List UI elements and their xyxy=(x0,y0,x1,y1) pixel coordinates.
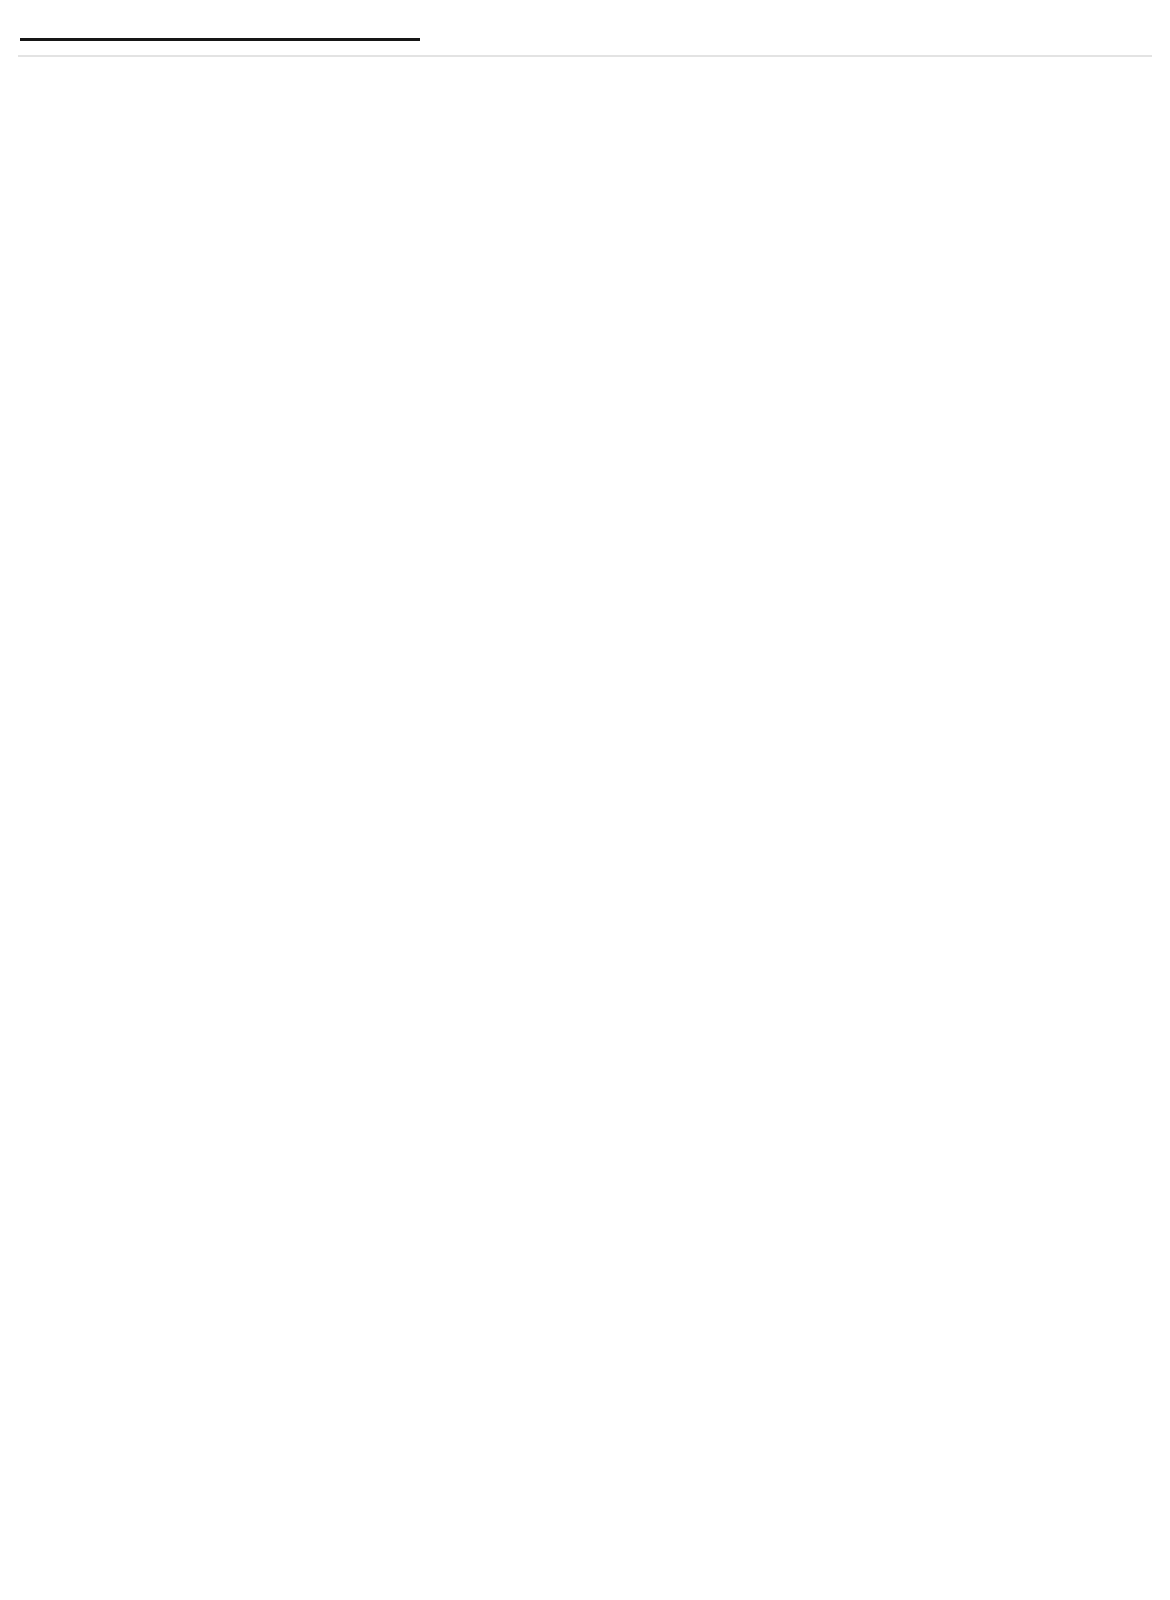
page-footer xyxy=(1058,1548,1070,1572)
footer-rule xyxy=(18,55,1152,57)
footnote-separator xyxy=(20,38,420,41)
polygon-figure xyxy=(0,10,1170,18)
